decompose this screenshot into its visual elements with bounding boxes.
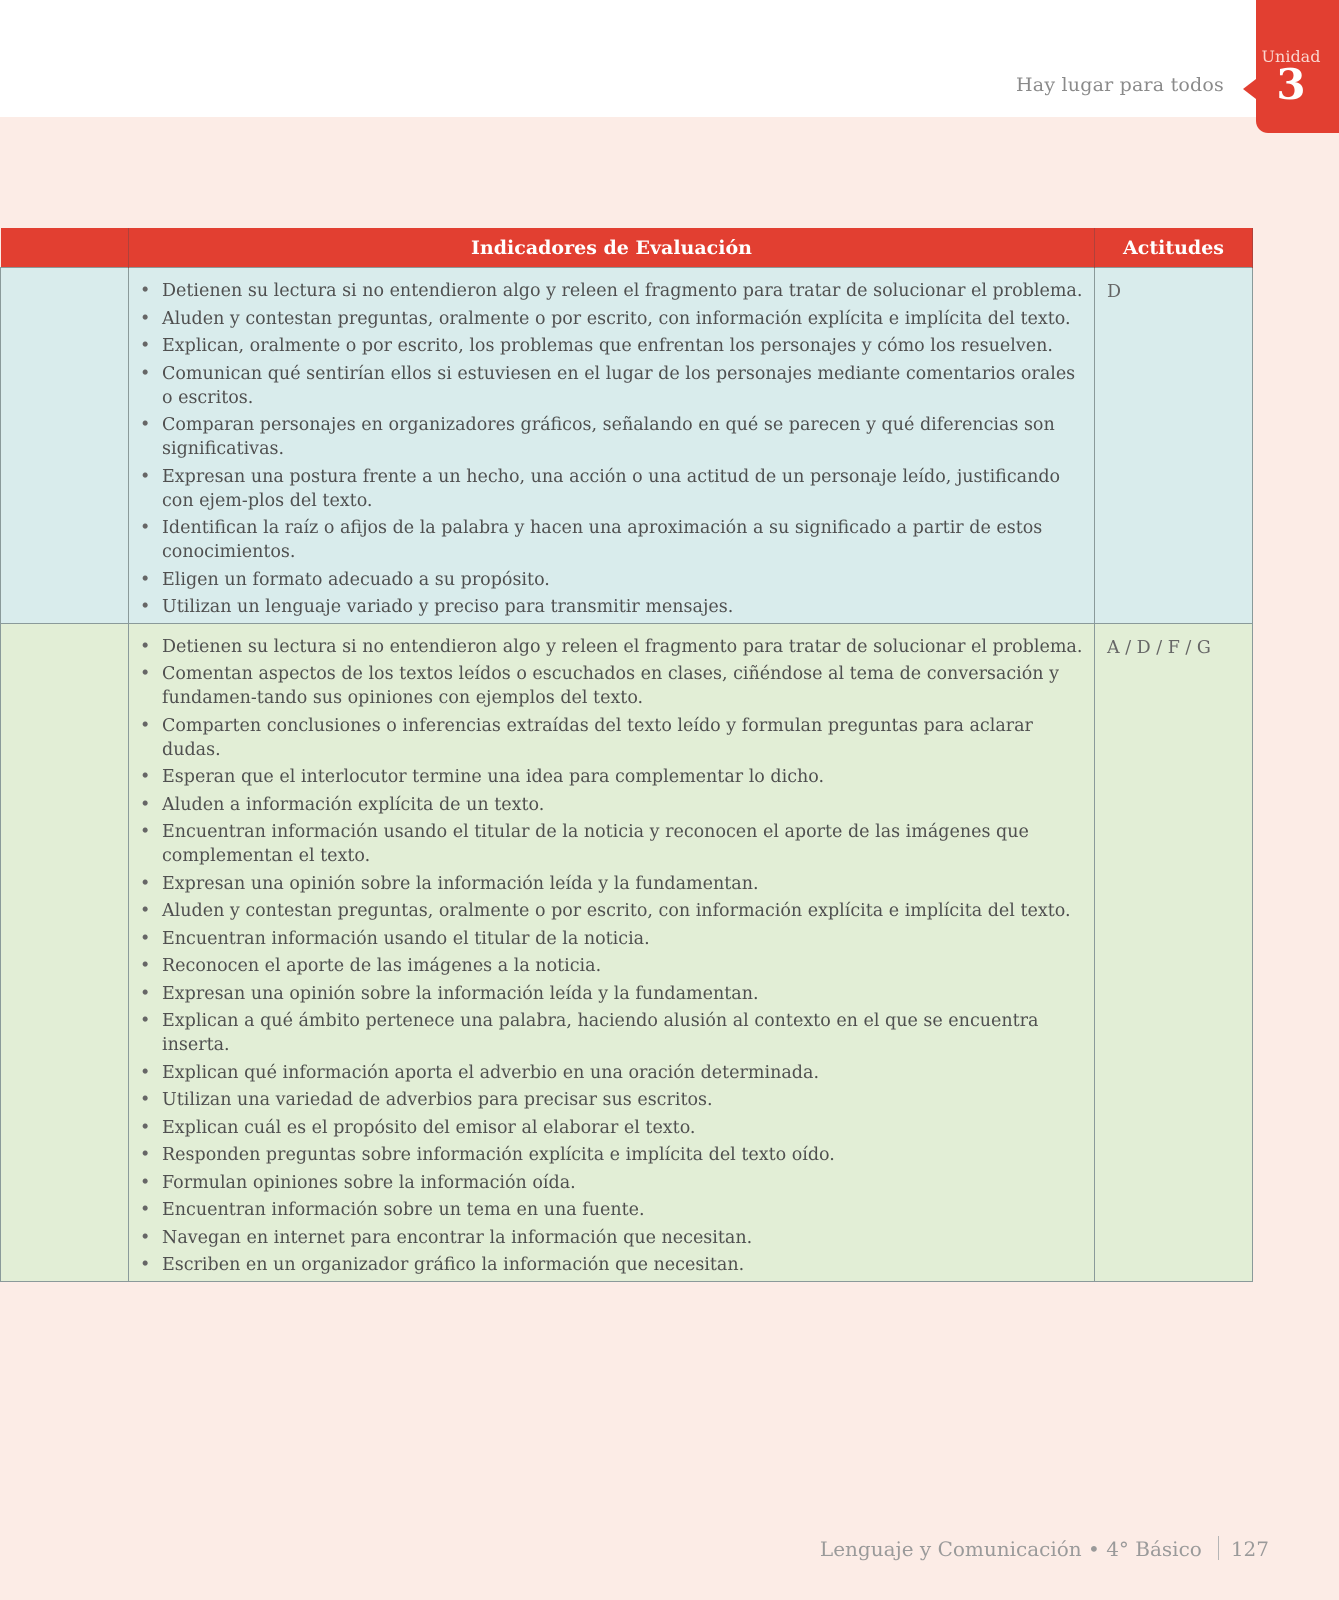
indicator-item: • Expresan una opinión sobre la información leída y la fundamentan. [162,982,1086,1006]
indicator-item: • Encuentran información sobre un tema en una fuente. [162,1198,1086,1222]
attitudes-cell [1095,268,1253,624]
indicator-item: • Formulan opiniones sobre la información oída. [162,1171,1086,1195]
indicator-item: • Utilizan una variedad de adverbios para precisar sus escritos. [162,1088,1086,1112]
indicator-item: • Comparan personajes en organizadores gráficos, señalando en qué se parecen y qué diferencias son significativas. [162,413,1086,461]
indicator-item: • Explican qué información aporta el adverbio en una oración determinada. [162,1061,1086,1085]
table-row [1,268,1253,624]
header-cell-empty [1,228,129,268]
evaluation-table [0,228,1253,1282]
indicator-item: • Detienen su lectura si no entendieron algo y releen el fragmento para tratar de solucionar el problema. [162,279,1086,303]
indicator-item: • Encuentran información usando el titular de la noticia. [162,927,1086,951]
indicator-item: • Esperan que el interlocutor termine una idea para complementar lo dicho. [162,765,1086,789]
unit-title: Hay lugar para todos [1016,74,1224,96]
indicator-item: • Utilizan un lenguaje variado y preciso para transmitir mensajes. [162,595,1086,619]
page-footer [820,1536,1269,1561]
indicator-item: • Comentan aspectos de los textos leídos o escuchados en clases, ciñéndose al tema de conversación y fundamen-tando sus opiniones con ejemplos del texto. [162,662,1086,710]
footer-divider [1218,1536,1219,1560]
attitudes-cell [1095,623,1253,1281]
unit-number: 3 [1276,60,1306,109]
indicator-item: • Aluden a información explícita de un texto. [162,793,1086,817]
indicator-item: • Responden preguntas sobre información explícita e implícita del texto oído. [162,1143,1086,1167]
table-cell-empty [1,268,129,624]
indicator-item: • Detienen su lectura si no entendieron algo y releen el fragmento para tratar de solucionar el problema. [162,635,1086,659]
header-band [0,0,1339,117]
indicator-item: • Expresan una opinión sobre la información leída y la fundamentan. [162,872,1086,896]
indicator-list [129,268,1094,619]
header-cell-attitudes: Actitudes [1095,228,1253,268]
indicator-item: • Encuentran información usando el titular de la noticia y reconocen el aporte de las imágenes que complementan el texto. [162,820,1086,868]
indicator-item: • Explican, oralmente o por escrito, los problemas que enfrentan los personajes y cómo los resuelven. [162,334,1086,358]
unit-tab [1256,0,1339,133]
indicator-item: • Aluden y contestan preguntas, oralmente o por escrito, con información explícita e implícita del texto. [162,307,1086,331]
table-header-row [1,228,1253,268]
indicator-item: • Expresan una postura frente a un hecho, una acción o una actitud de un personaje leído, justificando con ejem-plos del texto. [162,465,1086,513]
attitudes-value: D [1107,282,1122,302]
attitudes-value: A / D / F / G [1107,637,1211,658]
indicators-cell [129,268,1095,624]
indicator-item: • Eligen un formato adecuado a su propósito. [162,568,1086,592]
indicator-item: • Navegan en internet para encontrar la información que necesitan. [162,1226,1086,1250]
indicator-list [129,624,1094,1278]
unit-label: Unidad [1261,47,1321,66]
indicators-cell [129,623,1095,1281]
indicator-item: • Reconocen el aporte de las imágenes a la noticia. [162,954,1086,978]
indicator-item: • Escriben en un organizador gráfico la información que necesitan. [162,1253,1086,1277]
indicator-item: • Explican cuál es el propósito del emisor al elaborar el texto. [162,1116,1086,1140]
indicator-item: • Comunican qué sentirían ellos si estuviesen en el lugar de los personajes mediante comentarios orales o escritos. [162,362,1086,410]
table-row [1,623,1253,1281]
footer-subject: Lenguaje y Comunicación • 4° Básico [819,1537,1202,1561]
indicator-item: • Identifican la raíz o afijos de la palabra y hacen una aproximación a su significado a partir de estos conocimientos. [162,516,1086,564]
header-cell-indicators: Indicadores de Evaluación [129,228,1095,268]
page-number: 127 [1230,1537,1269,1561]
table-cell-empty [1,623,129,1281]
indicator-item: • Aluden y contestan preguntas, oralmente o por escrito, con información explícita e implícita del texto. [162,899,1086,923]
indicator-item: • Explican a qué ámbito pertenece una palabra, haciendo alusión al contexto en el que se encuentra inserta. [162,1009,1086,1057]
indicator-item: • Comparten conclusiones o inferencias extraídas del texto leído y formulan preguntas para aclarar dudas. [162,714,1086,762]
